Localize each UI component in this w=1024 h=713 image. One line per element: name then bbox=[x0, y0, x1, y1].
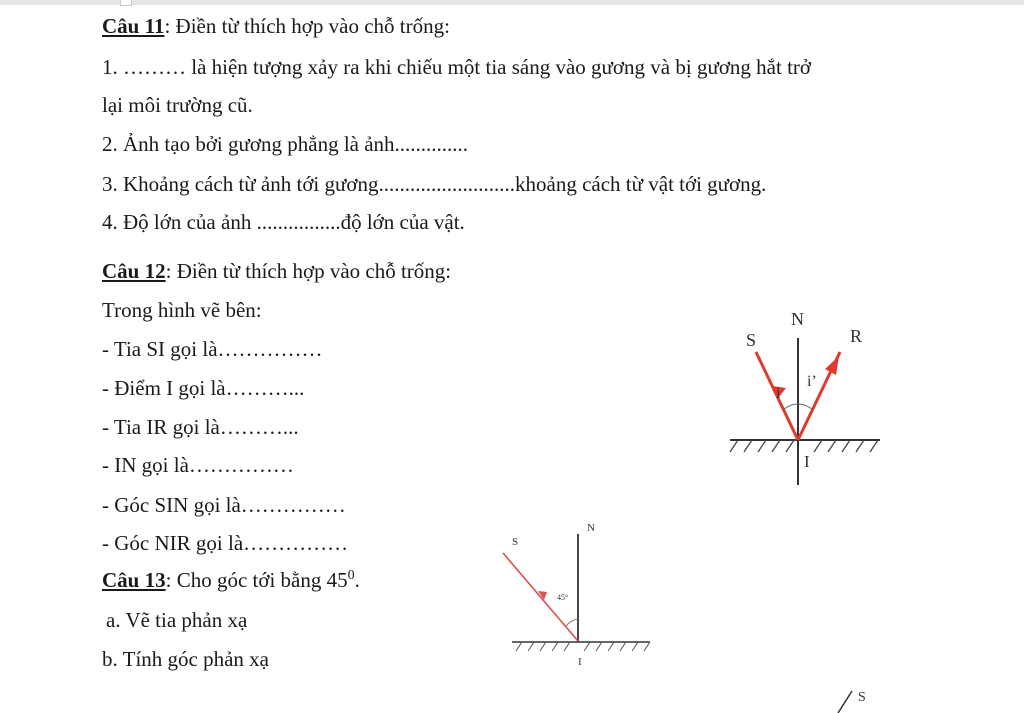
q11-heading: Câu 11 bbox=[102, 14, 165, 38]
q11-prompt: : Điền từ thích hợp vào chỗ trống: bbox=[164, 14, 450, 38]
fig1-label-n: N bbox=[791, 309, 804, 329]
q12-item-point-i: - Điểm I gọi là………... bbox=[102, 376, 305, 400]
q11-item1-line1: 1. ……… là hiện tượng xảy ra khi chiếu một tia sáng vào gương và bị gương hắt trở bbox=[102, 55, 812, 79]
q13-prompt: : Cho góc tới bằng 45 bbox=[165, 568, 348, 592]
fig1-label-s: S bbox=[746, 330, 757, 350]
q12-heading: Câu 12 bbox=[102, 259, 166, 283]
fig2-label-point-i: I bbox=[578, 656, 582, 668]
q13-part-a: a. Vẽ tia phản xạ bbox=[106, 608, 248, 632]
fig1-label-point-i: I bbox=[804, 452, 810, 471]
fig1-label-angle-i-prime: i’ bbox=[807, 373, 817, 390]
fig2-label-s: S bbox=[512, 536, 519, 548]
q11-item2: 2. Ảnh tạo bởi gương phẳng là ảnh.............. bbox=[102, 132, 469, 156]
fig1-label-angle-i: i bbox=[776, 385, 781, 402]
q11-item4: 4. Độ lớn của ảnh ................độ lớn của vật. bbox=[102, 210, 465, 234]
q12-item-si: - Tia SI gọi là…………… bbox=[102, 337, 323, 361]
q12-item-in: - IN gọi là…………… bbox=[102, 453, 294, 477]
fig1-label-r: R bbox=[850, 326, 863, 346]
q12-item-angle-nir: - Góc NIR gọi là…………… bbox=[102, 531, 349, 555]
q13-end: . bbox=[354, 568, 360, 592]
q13-heading: Câu 13 bbox=[102, 568, 166, 592]
fig3-incident-ray bbox=[838, 691, 852, 713]
q13-superscript: 0 bbox=[347, 568, 355, 583]
q12-item-ir: - Tia IR gọi là………... bbox=[102, 415, 299, 439]
fig2-label-n: N bbox=[587, 522, 595, 534]
q11-item1-line2: lại môi trường cũ. bbox=[102, 93, 253, 117]
q13-part-b: b. Tính góc phản xạ bbox=[102, 647, 269, 671]
q12-intro: Trong hình vẽ bên: bbox=[102, 298, 262, 322]
q11-item3: 3. Khoảng cách từ ảnh tới gương..........................khoảng cách từ vật tới gương. bbox=[102, 172, 767, 196]
fig2-label-angle: 45° bbox=[557, 593, 569, 602]
fig3-label-s: S bbox=[858, 690, 866, 705]
q12-item-angle-sin: - Góc SIN gọi là…………… bbox=[102, 493, 346, 517]
q12-prompt: : Điền từ thích hợp vào chỗ trống: bbox=[165, 259, 452, 283]
